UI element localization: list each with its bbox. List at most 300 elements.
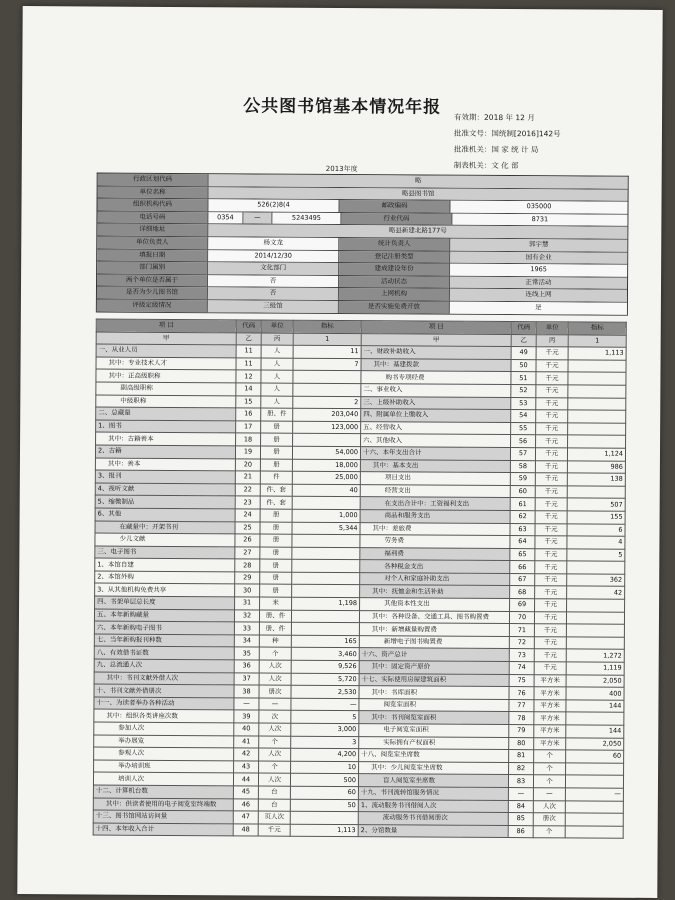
row-left-code: 37 bbox=[234, 672, 259, 685]
org-code-label: 组织机构代码 bbox=[97, 199, 208, 211]
eval-label: 评级定级情况 bbox=[97, 299, 208, 311]
row-left-value bbox=[292, 559, 360, 572]
row-left-code: 31 bbox=[235, 597, 260, 610]
row-right-item: 1、流动服务书刊借阅人次 bbox=[358, 799, 508, 813]
row-right-unit: 平方米 bbox=[534, 700, 566, 713]
row-right-value bbox=[566, 612, 624, 625]
row-left-unit: 个 bbox=[259, 761, 291, 774]
address-label: 详细地址 bbox=[97, 224, 208, 236]
row-left-code: 19 bbox=[235, 446, 260, 459]
row-left-unit: 件 bbox=[260, 471, 292, 484]
row-right-code: 62 bbox=[510, 510, 535, 523]
row-left-item: 6、其他 bbox=[95, 508, 235, 521]
row-left-unit: 册、件 bbox=[261, 408, 293, 421]
row-left-code: 22 bbox=[235, 484, 260, 497]
row-left-code: 24 bbox=[235, 509, 260, 522]
col-one: 1 bbox=[568, 334, 626, 347]
row-right-item: 一、财政补助收入 bbox=[361, 346, 511, 360]
row-left-item: 少儿文献 bbox=[95, 533, 235, 546]
row-left-value: 2,530 bbox=[291, 685, 359, 698]
row-left-item: 其中：善本 bbox=[95, 458, 235, 471]
row-right-value: 144 bbox=[566, 700, 624, 713]
row-right-unit: 册次 bbox=[533, 813, 565, 826]
row-right-item: 劳务费 bbox=[360, 535, 510, 549]
dept-label: 部门属别 bbox=[97, 262, 208, 274]
row-right-unit: 千元 bbox=[536, 385, 568, 398]
row-right-code: 59 bbox=[510, 473, 535, 486]
ten-value: 否 bbox=[208, 275, 339, 287]
col-yi: 乙 bbox=[236, 332, 261, 345]
row-right-value: 400 bbox=[566, 687, 624, 700]
row-right-code: 65 bbox=[510, 548, 535, 561]
row-left-unit: 米 bbox=[260, 597, 292, 610]
row-right-code: 76 bbox=[509, 687, 534, 700]
row-left-code: 43 bbox=[234, 761, 259, 774]
row-right-item: 十六、本年支出合计 bbox=[360, 447, 510, 461]
row-right-unit: 千元 bbox=[534, 624, 566, 637]
head-value: 杨文龙 bbox=[208, 237, 339, 249]
col-code-header: 代码 bbox=[236, 320, 261, 333]
phone-number: 5243495 bbox=[272, 212, 341, 224]
row-left-value: 54,000 bbox=[292, 446, 360, 459]
row-right-code: — bbox=[508, 788, 533, 801]
row-left-unit: 台 bbox=[258, 786, 290, 799]
row-right-item: 2、分馆数量 bbox=[358, 824, 508, 838]
row-right-unit: 千元 bbox=[536, 435, 568, 448]
row-left-unit: 册 bbox=[260, 509, 292, 522]
row-right-value bbox=[567, 599, 625, 612]
row-left-unit: 册 bbox=[260, 572, 292, 585]
document-page bbox=[17, 6, 662, 898]
valid-period: 有效期：2018 年 12 月 bbox=[454, 112, 535, 123]
unit-code-label: 行政区划代码 bbox=[98, 174, 209, 186]
stat-head-value: 郭宇慧 bbox=[450, 239, 627, 252]
row-left-unit: 人 bbox=[261, 383, 293, 396]
row-right-code: 74 bbox=[509, 662, 534, 675]
row-right-item: 在支出合计中：工资福利支出 bbox=[360, 497, 510, 511]
row-right-unit: 平方米 bbox=[534, 687, 566, 700]
row-left-code: 29 bbox=[235, 572, 260, 585]
row-right-value bbox=[568, 360, 626, 373]
address-value: 略县新建北路177号 bbox=[208, 225, 627, 239]
online-value: 连线上网 bbox=[450, 289, 627, 302]
row-left-item: 其中：正高级职称 bbox=[96, 369, 236, 382]
free-value: 是 bbox=[450, 302, 627, 315]
row-right-item: 电子阅览室面积 bbox=[359, 724, 509, 738]
row-right-item: 其中：新增藏量购置费 bbox=[359, 623, 509, 637]
row-right-unit: 千元 bbox=[535, 498, 567, 511]
row-right-value: 42 bbox=[567, 586, 625, 599]
row-right-value: 1,119 bbox=[566, 662, 624, 675]
row-left-unit: 个 bbox=[259, 736, 291, 749]
phone-label: 电话号码 bbox=[97, 211, 208, 223]
ten-label: 两个单位是否属于 bbox=[97, 274, 208, 286]
row-left-value: 18,000 bbox=[292, 459, 360, 472]
row-right-code: 81 bbox=[509, 750, 534, 763]
row-left-value: 3,460 bbox=[291, 648, 359, 661]
row-left-unit: 册 bbox=[260, 584, 292, 597]
row-left-value bbox=[292, 547, 360, 560]
row-right-code: 63 bbox=[510, 523, 535, 536]
row-right-unit: 个 bbox=[534, 762, 566, 775]
row-left-code: 36 bbox=[234, 660, 259, 673]
row-left-unit: 册 bbox=[260, 534, 292, 547]
row-left-item: 参观人次 bbox=[94, 747, 234, 760]
postcode-label: 邮政编码 bbox=[339, 200, 450, 212]
row-right-code: 50 bbox=[511, 359, 536, 372]
row-right-code: 60 bbox=[510, 485, 535, 498]
row-left-item: 四、书架单层总长度 bbox=[95, 596, 235, 609]
row-left-value: 165 bbox=[291, 635, 359, 648]
row-right-unit: 千元 bbox=[535, 448, 567, 461]
row-right-unit: 个 bbox=[533, 825, 565, 838]
row-right-value: 60 bbox=[566, 750, 624, 763]
head-label: 单位负责人 bbox=[97, 236, 208, 248]
row-right-code: 68 bbox=[510, 586, 535, 599]
built-year-value: 1965 bbox=[450, 264, 627, 277]
row-left-value: 3,000 bbox=[291, 723, 359, 736]
row-left-item: 九、总流通人次 bbox=[94, 659, 234, 672]
row-left-code: — bbox=[234, 698, 259, 711]
col-unit-header: 单位 bbox=[536, 322, 568, 335]
row-left-item: 2、本馆外购 bbox=[95, 571, 235, 584]
row-left-value: 9,526 bbox=[291, 660, 359, 673]
postcode-value: 035000 bbox=[450, 201, 627, 214]
row-right-item: 其中：基本支出 bbox=[360, 459, 510, 473]
unit-code-value: 略 bbox=[209, 174, 628, 188]
row-right-code: 53 bbox=[511, 397, 536, 410]
row-right-item: 其中：书库面积 bbox=[359, 686, 509, 700]
row-left-item: 举办培训班 bbox=[94, 760, 234, 773]
row-right-code: 83 bbox=[508, 775, 533, 788]
row-right-value: — bbox=[565, 788, 623, 801]
row-left-value: 5,344 bbox=[292, 522, 360, 535]
row-left-value bbox=[290, 811, 358, 824]
row-right-value bbox=[568, 385, 626, 398]
row-right-code: 69 bbox=[510, 599, 535, 612]
row-right-code: 51 bbox=[511, 372, 536, 385]
row-left-value: 203,040 bbox=[293, 408, 361, 421]
row-right-unit: 千元 bbox=[535, 574, 567, 587]
row-right-item: 福利费 bbox=[360, 547, 510, 561]
unit-info-block bbox=[96, 173, 629, 316]
row-left-unit: 台 bbox=[258, 799, 290, 812]
row-right-code: 64 bbox=[510, 536, 535, 549]
row-left-code: 47 bbox=[233, 811, 258, 824]
approving-authority: 批准机关：国 家 统 计 局 bbox=[453, 144, 539, 155]
row-left-unit: 人 bbox=[261, 358, 293, 371]
row-right-unit: 千元 bbox=[534, 649, 566, 662]
row-right-code: 52 bbox=[511, 385, 536, 398]
row-left-code: 14 bbox=[236, 383, 261, 396]
reg-type-value: 国有企业 bbox=[450, 251, 627, 264]
row-right-value bbox=[566, 712, 624, 725]
row-left-unit: 个 bbox=[259, 647, 291, 660]
row-right-value: 1,113 bbox=[568, 347, 626, 360]
table-row bbox=[93, 823, 623, 839]
row-left-value bbox=[291, 622, 359, 635]
row-left-unit: 册 bbox=[260, 547, 292, 560]
row-left-unit: 次 bbox=[259, 710, 291, 723]
row-left-item: 副高级职称 bbox=[96, 382, 236, 395]
row-left-unit: 册 bbox=[261, 421, 293, 434]
row-left-item: 2、古籍 bbox=[95, 445, 235, 458]
row-right-code: 75 bbox=[509, 674, 534, 687]
row-left-code: 26 bbox=[235, 534, 260, 547]
row-right-value: 6 bbox=[567, 523, 625, 536]
row-left-value: 123,000 bbox=[293, 421, 361, 434]
children-lib-label: 是否为少儿图书馆 bbox=[97, 287, 208, 299]
row-left-code: 23 bbox=[235, 496, 260, 509]
row-right-unit: — bbox=[533, 788, 565, 801]
row-left-item: 1、本馆自建 bbox=[95, 558, 235, 571]
row-right-item: 实际拥有产权面积 bbox=[359, 736, 509, 750]
row-right-unit: 平方米 bbox=[534, 725, 566, 738]
col-bing: 丙 bbox=[261, 333, 293, 346]
row-left-code: 40 bbox=[234, 723, 259, 736]
row-left-code: 16 bbox=[236, 408, 261, 421]
row-left-code: 39 bbox=[234, 710, 259, 723]
row-right-item: 各种税金支出 bbox=[360, 560, 510, 574]
row-right-item: 其中：书刊阅览室面积 bbox=[359, 711, 509, 725]
row-right-item: 四、附属单位上缴收入 bbox=[361, 409, 511, 423]
row-left-code: 44 bbox=[233, 773, 258, 786]
row-right-item: 其中：各种设备、交通工具、图书购置费 bbox=[359, 610, 509, 624]
row-left-value bbox=[293, 434, 361, 447]
phone-dash: — bbox=[243, 212, 272, 224]
row-right-item: 项目支出 bbox=[360, 472, 510, 486]
row-right-item: 流动服务书刊借阅册次 bbox=[358, 812, 508, 826]
row-right-value bbox=[565, 775, 623, 788]
row-left-value: 11 bbox=[293, 345, 361, 358]
row-right-item: 新增电子图书购置费 bbox=[359, 635, 509, 649]
row-right-code: 66 bbox=[510, 561, 535, 574]
row-right-value bbox=[565, 813, 623, 826]
row-left-unit: 册、件 bbox=[259, 610, 291, 623]
row-left-unit: 页人次 bbox=[258, 811, 290, 824]
row-right-unit: 千元 bbox=[535, 599, 567, 612]
row-left-item: 七、当年新购报刊种数 bbox=[94, 634, 234, 647]
col-bing: 丙 bbox=[536, 334, 568, 347]
row-left-item: 二、总藏量 bbox=[96, 407, 236, 420]
row-left-value: 1,113 bbox=[290, 824, 358, 837]
col-item-header: 项 目 bbox=[361, 321, 511, 335]
row-right-value bbox=[566, 624, 624, 637]
row-left-code: 21 bbox=[235, 471, 260, 484]
row-right-unit: 千元 bbox=[536, 359, 568, 372]
eval-value: 三级馆 bbox=[208, 300, 339, 312]
col-value-header: 指标 bbox=[568, 322, 626, 335]
row-right-value: 138 bbox=[567, 473, 625, 486]
row-left-item: 4、视听文献 bbox=[95, 483, 235, 496]
row-right-value: 4 bbox=[567, 536, 625, 549]
col-jia: 甲 bbox=[96, 332, 236, 345]
row-left-unit: 人 bbox=[261, 370, 293, 383]
col-unit-header: 单位 bbox=[261, 320, 293, 333]
row-right-value: 155 bbox=[567, 511, 625, 524]
row-left-value bbox=[293, 371, 361, 384]
row-right-item: 其中：抚恤金和生活补助 bbox=[360, 585, 510, 599]
row-left-item: 十四、本年收入合计 bbox=[93, 823, 233, 836]
row-left-unit: 人次 bbox=[258, 773, 290, 786]
row-left-unit: 册 bbox=[260, 522, 292, 535]
row-right-code: 70 bbox=[509, 611, 534, 624]
row-left-item: 1、图书 bbox=[96, 420, 236, 433]
row-left-value: 500 bbox=[290, 774, 358, 787]
row-right-item: 十六、资产总计 bbox=[359, 648, 509, 662]
row-left-item: 其中：供读者使用的电子阅览室终端数 bbox=[93, 798, 233, 811]
row-left-item: 其中：专业技术人才 bbox=[96, 357, 236, 370]
row-left-unit: 册次 bbox=[259, 685, 291, 698]
row-left-unit: 册、件 bbox=[259, 622, 291, 635]
row-left-value bbox=[293, 383, 361, 396]
row-right-unit: 千元 bbox=[535, 523, 567, 536]
stat-head-label: 统计负责人 bbox=[339, 238, 450, 250]
row-left-unit: 册 bbox=[260, 446, 292, 459]
row-right-unit: 千元 bbox=[535, 548, 567, 561]
row-left-item: 十二、计算机台数 bbox=[93, 785, 233, 798]
row-right-unit: 个 bbox=[534, 750, 566, 763]
row-right-unit: 千元 bbox=[535, 473, 567, 486]
row-right-item: 其中：少儿阅览室坐席数 bbox=[359, 761, 509, 775]
row-left-code: 30 bbox=[235, 584, 260, 597]
row-right-item: 二、事业收入 bbox=[361, 384, 511, 398]
row-left-value: 1,000 bbox=[292, 509, 360, 522]
row-left-item: 3、从其他机构免费共享 bbox=[95, 583, 235, 596]
row-left-value: 7 bbox=[293, 358, 361, 371]
row-left-value: 5,720 bbox=[291, 673, 359, 686]
row-right-unit: 千元 bbox=[536, 372, 568, 385]
row-right-unit: 千元 bbox=[535, 536, 567, 549]
row-left-unit: 人 bbox=[261, 345, 293, 358]
row-left-code: 38 bbox=[234, 685, 259, 698]
row-left-code: 33 bbox=[234, 622, 259, 635]
row-left-value: 3 bbox=[291, 736, 359, 749]
row-left-item: 其中：古籍善本 bbox=[96, 432, 236, 445]
row-left-item: 参加人次 bbox=[94, 722, 234, 735]
row-right-code: 56 bbox=[511, 435, 536, 448]
row-right-unit: 人次 bbox=[533, 800, 565, 813]
row-left-value: 10 bbox=[291, 761, 359, 774]
row-right-item: 商品和服务支出 bbox=[360, 510, 510, 524]
online-label: 上网机构 bbox=[339, 288, 450, 300]
row-right-code: 55 bbox=[511, 422, 536, 435]
row-right-item: 十七、实际使用房屋建筑面积 bbox=[359, 673, 509, 687]
row-left-code: 32 bbox=[234, 610, 259, 623]
row-right-value: 507 bbox=[567, 498, 625, 511]
row-left-item: 其中：书刊文献外借人次 bbox=[94, 672, 234, 685]
statistics-table-body bbox=[93, 319, 626, 839]
row-left-value: 1,198 bbox=[292, 597, 360, 610]
row-right-item: 阅览室面积 bbox=[359, 698, 509, 712]
row-right-value bbox=[568, 410, 626, 423]
row-left-unit: 册 bbox=[260, 559, 292, 572]
row-right-value bbox=[568, 397, 626, 410]
row-left-item: 举办展览 bbox=[94, 735, 234, 748]
row-right-code: 49 bbox=[511, 347, 536, 360]
free-label: 是否实施免费开放 bbox=[339, 301, 450, 313]
row-left-value: 50 bbox=[290, 799, 358, 812]
row-right-code: 78 bbox=[509, 712, 534, 725]
row-left-code: 46 bbox=[233, 798, 258, 811]
row-left-code: 41 bbox=[234, 735, 259, 748]
row-right-unit: 平方米 bbox=[534, 737, 566, 750]
row-right-code: 80 bbox=[509, 737, 534, 750]
row-left-item: 六、本年新购电子图书 bbox=[94, 621, 234, 634]
row-left-value bbox=[291, 610, 359, 623]
fill-date-label: 填报日期 bbox=[97, 249, 208, 261]
row-right-unit: 千元 bbox=[535, 485, 567, 498]
col-code-header: 代码 bbox=[511, 322, 536, 335]
row-left-unit: 件、套 bbox=[260, 484, 292, 497]
row-right-value: 362 bbox=[567, 574, 625, 587]
industry-label: 行业代码 bbox=[341, 213, 452, 225]
row-left-unit: 人次 bbox=[259, 673, 291, 686]
col-jia: 甲 bbox=[361, 333, 511, 347]
row-right-code: 73 bbox=[509, 649, 534, 662]
row-right-unit: 平方米 bbox=[534, 674, 566, 687]
row-left-code: 45 bbox=[233, 786, 258, 799]
row-right-code: 82 bbox=[509, 762, 534, 775]
built-year-label: 建成建设年份 bbox=[339, 263, 450, 275]
row-right-code: 67 bbox=[510, 573, 535, 586]
row-right-unit: 千元 bbox=[535, 561, 567, 574]
reg-type-label: 登记注册类型 bbox=[339, 251, 450, 263]
row-right-value bbox=[568, 423, 626, 436]
row-left-code: 28 bbox=[235, 559, 260, 572]
row-right-item: 经营支出 bbox=[360, 484, 510, 498]
row-left-item: 5、缩微制品 bbox=[95, 495, 235, 508]
row-left-item: 3、报刊 bbox=[95, 470, 235, 483]
row-left-code: 20 bbox=[235, 458, 260, 471]
row-left-unit: 人次 bbox=[259, 723, 291, 736]
row-left-code: 48 bbox=[233, 824, 258, 837]
row-right-unit: 千元 bbox=[534, 662, 566, 675]
row-right-value bbox=[567, 561, 625, 574]
industry-value: 8731 bbox=[452, 213, 627, 226]
row-right-item: 十九、书刊流转馆服务情况 bbox=[358, 787, 508, 801]
row-right-unit: 平方米 bbox=[534, 712, 566, 725]
row-left-value bbox=[292, 585, 360, 598]
row-left-value: 4,200 bbox=[291, 748, 359, 761]
row-right-item: 购书专项经费 bbox=[361, 371, 511, 385]
row-left-item: 在藏量中：开架书刊 bbox=[95, 521, 235, 534]
row-right-unit: 个 bbox=[533, 775, 565, 788]
row-left-item: 三、电子图书 bbox=[95, 546, 235, 559]
row-left-code: 35 bbox=[234, 647, 259, 660]
document-title: 公共图书馆基本情况年报 bbox=[243, 96, 442, 118]
row-left-value bbox=[292, 534, 360, 547]
row-right-item: 其中：固定资产原价 bbox=[359, 661, 509, 675]
row-left-unit: 人次 bbox=[259, 660, 291, 673]
row-left-item: 五、本年新购藏量 bbox=[94, 609, 234, 622]
row-right-unit: 千元 bbox=[536, 410, 568, 423]
row-right-item: 其他资本性支出 bbox=[360, 598, 510, 612]
row-left-value: 25,000 bbox=[292, 471, 360, 484]
row-right-value: 986 bbox=[567, 460, 625, 473]
row-left-code: 11 bbox=[236, 358, 261, 371]
row-left-value: 40 bbox=[292, 484, 360, 497]
row-left-unit: 件、套 bbox=[260, 496, 292, 509]
row-left-code: 34 bbox=[234, 635, 259, 648]
row-right-value: 2,050 bbox=[566, 737, 624, 750]
issuing-authority: 制表机关：文 化 部 bbox=[453, 160, 519, 171]
status-value: 正常活动 bbox=[450, 276, 627, 289]
row-left-unit: — bbox=[259, 698, 291, 711]
row-right-unit: 千元 bbox=[536, 397, 568, 410]
row-left-code: 17 bbox=[236, 421, 261, 434]
row-left-unit: 人次 bbox=[259, 748, 291, 761]
